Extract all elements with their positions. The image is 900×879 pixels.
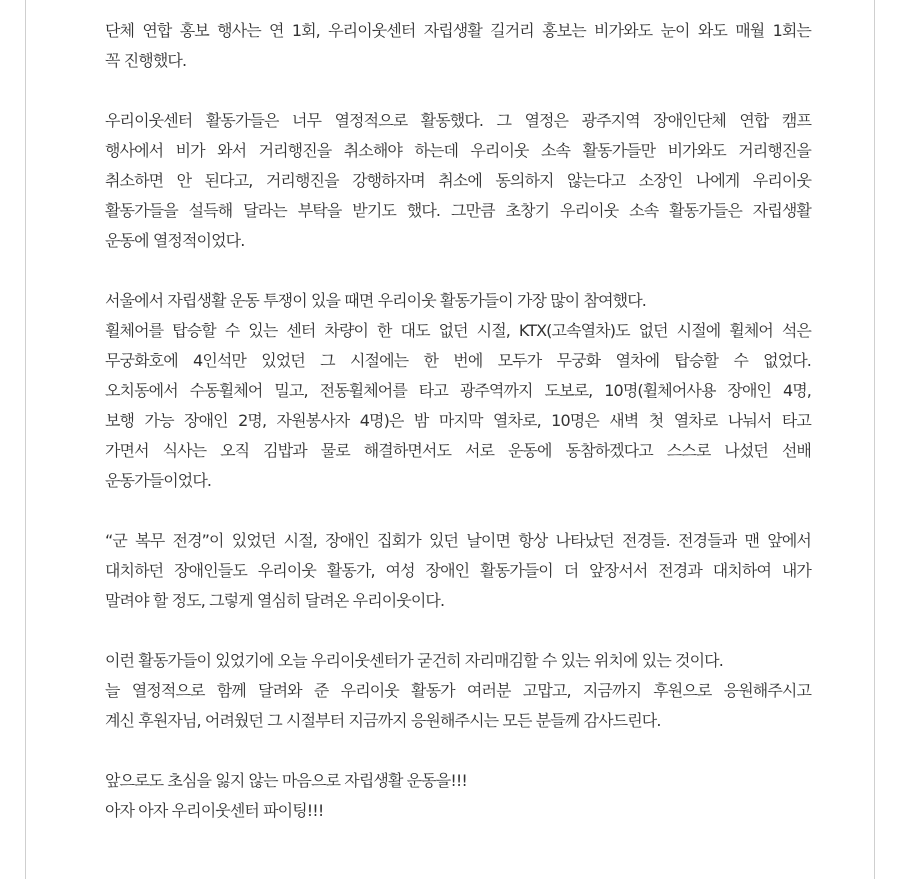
text-line: 행사에서 비가 와서 거리행진을 취소해야 하는데 우리이웃 소속 활동가들만 비가와도 거리행진을 (105, 141, 811, 160)
paragraph-seoul-struggle (105, 286, 811, 496)
text-line: 보행 가능 장애인 2명, 자원봉사자 4명)은 밤 마지막 열차로, 10명은 새벽 첫 열차로 나눠서 타고 (105, 411, 811, 430)
text-line: 가면서 식사는 오직 김밥과 물로 해결하면서도 서로 운동에 동참하겠다고 스스로 나섰던 선배 (105, 441, 811, 460)
text-line: 활동가들을 설득해 달라는 부탁을 받기도 했다. 그만큼 초창기 우리이웃 소속 활동가들은 자립생활 (105, 201, 811, 220)
text-line: 꼭 진행했다. (105, 51, 187, 70)
text-line: 아자 아자 우리이웃센터 파이팅!!! (105, 801, 324, 820)
text-line: 대치하던 장애인들도 우리이웃 활동가, 여성 장애인 활동가들이 더 앞장서서 전경과 대치하여 내가 (105, 561, 811, 580)
text-line: 우리이웃센터 활동가들은 너무 열정적으로 활동했다. 그 열정은 광주지역 장애인단체 연합 캠프 (105, 111, 811, 130)
text-line: 운동에 열정적이었다. (105, 231, 245, 250)
article-body (105, 16, 811, 856)
text-line: 오치동에서 수동휠체어 밀고, 전동휠체어를 타고 광주역까지 도보로, 10명(휠체어사용 장애인 4명, (105, 381, 811, 400)
paragraph-closing-cheer (105, 766, 811, 826)
text-line: 무궁화호에 4인석만 있었던 그 시절에는 한 번에 모두가 무궁화 열차에 탑승할 수 없었다. (105, 351, 811, 370)
text-line: 이런 활동가들이 있었기에 오늘 우리이웃센터가 굳건히 자리매김할 수 있는 위치에 있는 것이다. (105, 651, 723, 670)
text-line: 휠체어를 탑승할 수 있는 센터 차량이 한 대도 없던 시절, KTX(고속열차)도 없던 시절에 휠체어 석은 (105, 321, 811, 340)
text-line: 앞으로도 초심을 잃지 않는 마음으로 자립생활 운동을!!! (105, 771, 467, 790)
text-line: “군 복무 전경”이 있었던 시절, 장애인 집회가 있던 날이면 항상 나타났던 전경들. 전경들과 맨 앞에서 (105, 531, 811, 550)
text-line: 단체 연합 홍보 행사는 연 1회, 우리이웃센터 자립생활 길거리 홍보는 비가와도 눈이 와도 매월 1회는 (105, 21, 811, 40)
text-line: 서울에서 자립생활 운동 투쟁이 있을 때면 우리이웃 활동가들이 가장 많이 참여했다. (105, 291, 646, 310)
text-line: 말려야 할 정도, 그렇게 열심히 달려온 우리이웃이다. (105, 591, 445, 610)
text-line: 계신 후원자님, 어려웠던 그 시절부터 지금까지 응원해주시는 모든 분들께 감사드린다. (105, 711, 661, 730)
text-line: 늘 열정적으로 함께 달려와 준 우리이웃 활동가 여러분 고맙고, 지금까지 후원으로 응원해주시고 (105, 681, 811, 700)
paragraph-street-promotion (105, 16, 811, 76)
text-line: 운동가들이었다. (105, 471, 212, 490)
paragraph-riot-police (105, 526, 811, 616)
text-line: 취소하면 안 된다고, 거리행진을 강행하자며 취소에 동의하지 않는다고 소장인 나에게 우리이웃 (105, 171, 811, 190)
paragraph-passionate-activists (105, 106, 811, 256)
paragraph-gratitude (105, 646, 811, 736)
